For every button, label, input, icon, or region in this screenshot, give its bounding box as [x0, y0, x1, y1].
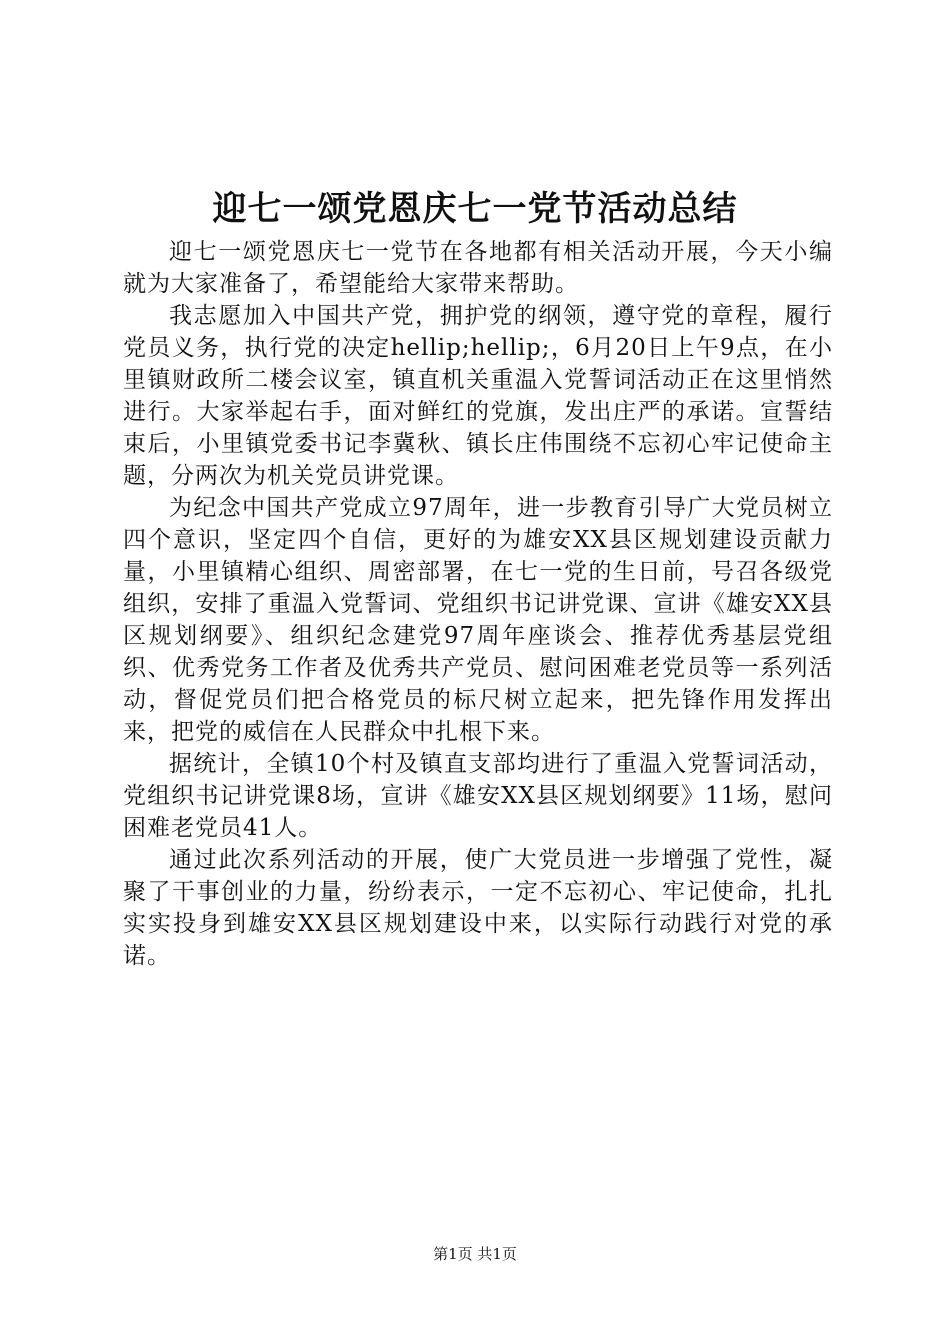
paragraph-intro: 迎七一颂党恩庆七一党节在各地都有相关活动开展，今天小编就为大家准备了，希望能给大家带来帮助。 — [123, 239, 833, 297]
page-footer: 第1页 共1页 — [433, 1245, 517, 1263]
paragraph-conclusion: 通过此次系列活动的开展，使广大党员进一步增强了党性，凝聚了干事创业的力量，纷纷表示，一定不忘初心、牢记使命，扎扎实实投身到雄安XX县区规划建设中来，以实际行动践行对党的承诺。 — [123, 847, 833, 969]
document-body — [123, 236, 833, 972]
document-title: 迎七一颂党恩庆七一党节活动总结 — [212, 189, 738, 229]
paragraph-activities: 为纪念中国共产党成立97周年，进一步教育引导广大党员树立四个意识，坚定四个自信，更好的为雄安XX县区规划建设贡献力量，小里镇精心组织、周密部署，在七一党的生日前，号召各级党组织，安排了重温入党誓词、党组织书记讲党课、宣讲《雄安XX县区规划纲要》、组织纪念建党97周年座谈会、推荐优秀基层党组织、优秀党务工作者及优秀共产党员、慰问困难老党员等一系列活动，督促党员们把合格党员的标尺树立起来，把先锋作用发挥出来，把党的威信在人民群众中扎根下来。 — [123, 495, 833, 745]
paragraph-statistics: 据统计，全镇10个村及镇直支部均进行了重温入党誓词活动，党组织书记讲党课8场，宣讲《雄安XX县区规划纲要》11场，慰问困难老党员41人。 — [123, 751, 833, 841]
paragraph-oath: 我志愿加入中国共产党，拥护党的纲领，遵守党的章程，履行党员义务，执行党的决定hellip;hellip;，6月20日上午9点，在小里镇财政所二楼会议室，镇直机关重温入党誓词活动正在这里悄然进行。大家举起右手，面对鲜红的党旗，发出庄严的承诺。宣誓结束后，小里镇党委书记李冀秋、镇长庄伟围绕不忘初心牢记使命主题，分两次为机关党员讲党课。 — [123, 303, 833, 489]
